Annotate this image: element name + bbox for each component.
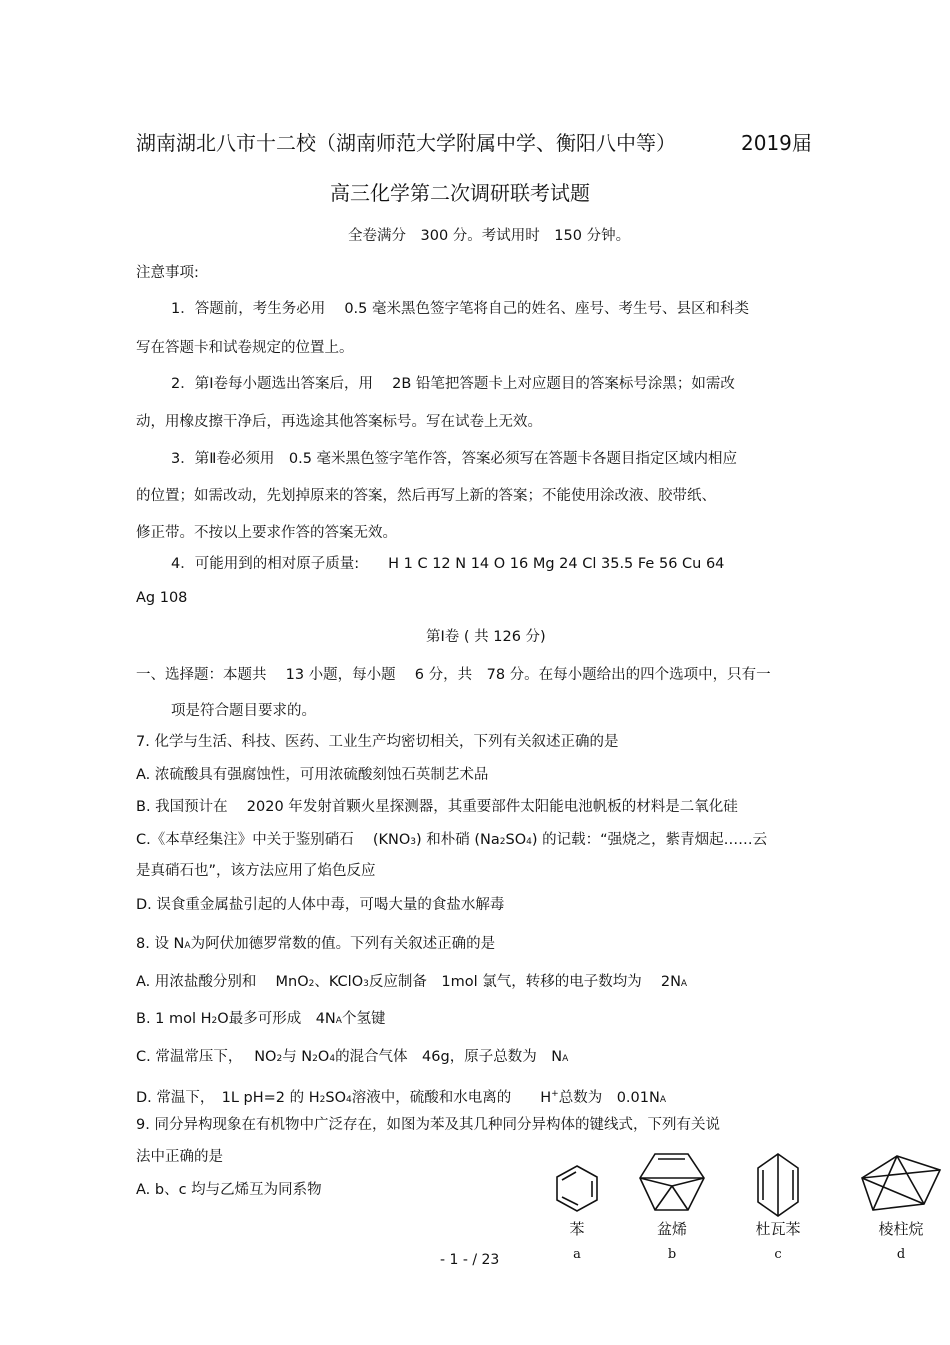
section-intro: 一、选择题：本题共 13 小题，每小题 6 分，共 78 分。在每小题给出的四个选项中，只有一	[136, 667, 771, 683]
benzvalene-structure-icon	[640, 1154, 704, 1210]
letter-d: d	[896, 1247, 906, 1262]
exam-title-line2: 高三化学第二次调研联考试题	[330, 181, 590, 205]
q8-option-d: D. 常温下， 1L pH=2 的 H2SO4溶液中，硫酸和水电离的 H+总数为 0.01NA	[136, 1089, 667, 1106]
q8-stem: 8. 设 NA为阿伏加德罗常数的值。下列有关叙述正确的是	[136, 936, 496, 952]
q7-option-b: B. 我国预计在 2020 年发射首颗火星探测器，其重要部件太阳能电池帆板的材料是二氧化硅	[136, 799, 738, 815]
prismane-structure-icon	[862, 1156, 940, 1210]
q9-option-a: A. b、c 均与乙烯互为同系物	[136, 1182, 322, 1198]
exam-title-line1: 湖南湖北八市十二校（湖南师范大学附属中学、衡阳八中等）	[136, 131, 676, 155]
q9-stem: 9. 同分异构现象在有机物中广泛存在，如图为苯及其几种同分异构体的键线式，下列有关说	[136, 1117, 720, 1133]
notice-item-3: 3．第Ⅱ卷必须用 0.5 毫米黑色签字笔作答，答案必须写在答题卡各题目指定区域内相应	[171, 451, 738, 467]
letter-c: c	[774, 1247, 782, 1262]
letter-a: a	[573, 1247, 581, 1262]
benzene-structure-icon	[557, 1166, 597, 1211]
q9-stem-cont: 法中正确的是	[136, 1149, 223, 1165]
notice-item-4: 4．可能用到的相对原子质量: H 1 C 12 N 14 O 16 Mg 24 Cl 35.5 Fe 56 Cu 64	[171, 556, 725, 572]
q7-stem: 7. 化学与生活、科技、医药、工业生产均密切相关，下列有关叙述正确的是	[136, 734, 619, 750]
q7-option-c-cont: 是真硝石也”，该方法应用了焰色反应	[136, 863, 376, 879]
q7-option-d: D. 误食重金属盐引起的人体中毒，可喝大量的食盐水解毒	[136, 897, 505, 913]
notice-item-1: 1．答题前，考生务必用 0.5 毫米黑色签字笔将自己的姓名、座号、考生号、县区和科类	[171, 301, 749, 317]
label-prismane: 棱柱烷	[878, 1220, 924, 1238]
label-benzene: 苯	[569, 1220, 585, 1238]
notice-item-3-cont: 的位置；如需改动，先划掉原来的答案，然后再写上新的答案；不能使用涂改液、胶带纸、	[136, 488, 716, 504]
notice-item-3-cont2: 修正带。不按以上要求作答的答案无效。	[136, 525, 397, 541]
notice-heading: 注意事项:	[136, 265, 199, 281]
notice-item-2: 2．第Ⅰ卷每小题选出答案后，用 2B 铅笔把答题卡上对应题目的答案标号涂黑；如需改	[171, 376, 735, 392]
q7-option-a: A. 浓硫酸具有强腐蚀性，可用浓硫酸刻蚀石英制艺术品	[136, 767, 489, 783]
notice-item-4-cont: Ag 108	[136, 590, 188, 606]
notice-item-2-cont: 动，用橡皮擦干净后，再选途其他答案标号。写在试卷上无效。	[136, 414, 542, 430]
exam-info: 全卷满分 300 分。考试用时 150 分钟。	[348, 228, 631, 244]
section-intro-cont: 项是符合题目要求的。	[171, 703, 316, 719]
isomer-structures-figure	[540, 1148, 945, 1268]
page-number: - 1 - / 23	[440, 1252, 500, 1268]
q8-option-b: B. 1 mol H2O最多可形成 4NA个氢键	[136, 1011, 386, 1027]
letter-b: b	[667, 1247, 677, 1262]
exam-title-year: 2019届	[741, 131, 812, 155]
dewar-benzene-structure-icon	[758, 1154, 798, 1216]
q8-option-c: C. 常温常压下， NO2与 N2O4的混合气体 46g，原子总数为 NA	[136, 1049, 569, 1065]
notice-item-1-cont: 写在答题卡和试卷规定的位置上。	[136, 340, 354, 356]
label-benzvalene: 盆烯	[656, 1220, 688, 1238]
section-title: 第Ⅰ卷 ( 共 126 分)	[426, 629, 546, 645]
q7-option-c: C.《本草经集注》中关于鉴别硝石 (KNO3) 和朴硝 (Na2SO4) 的记载：“强烧之，紫青烟起……云	[136, 832, 768, 848]
q8-option-a: A. 用浓盐酸分别和 MnO2、KClO3反应制备 1mol 氯气，转移的电子数均为 2NA	[136, 974, 688, 990]
label-dewar-benzene: 杜瓦苯	[755, 1220, 801, 1238]
